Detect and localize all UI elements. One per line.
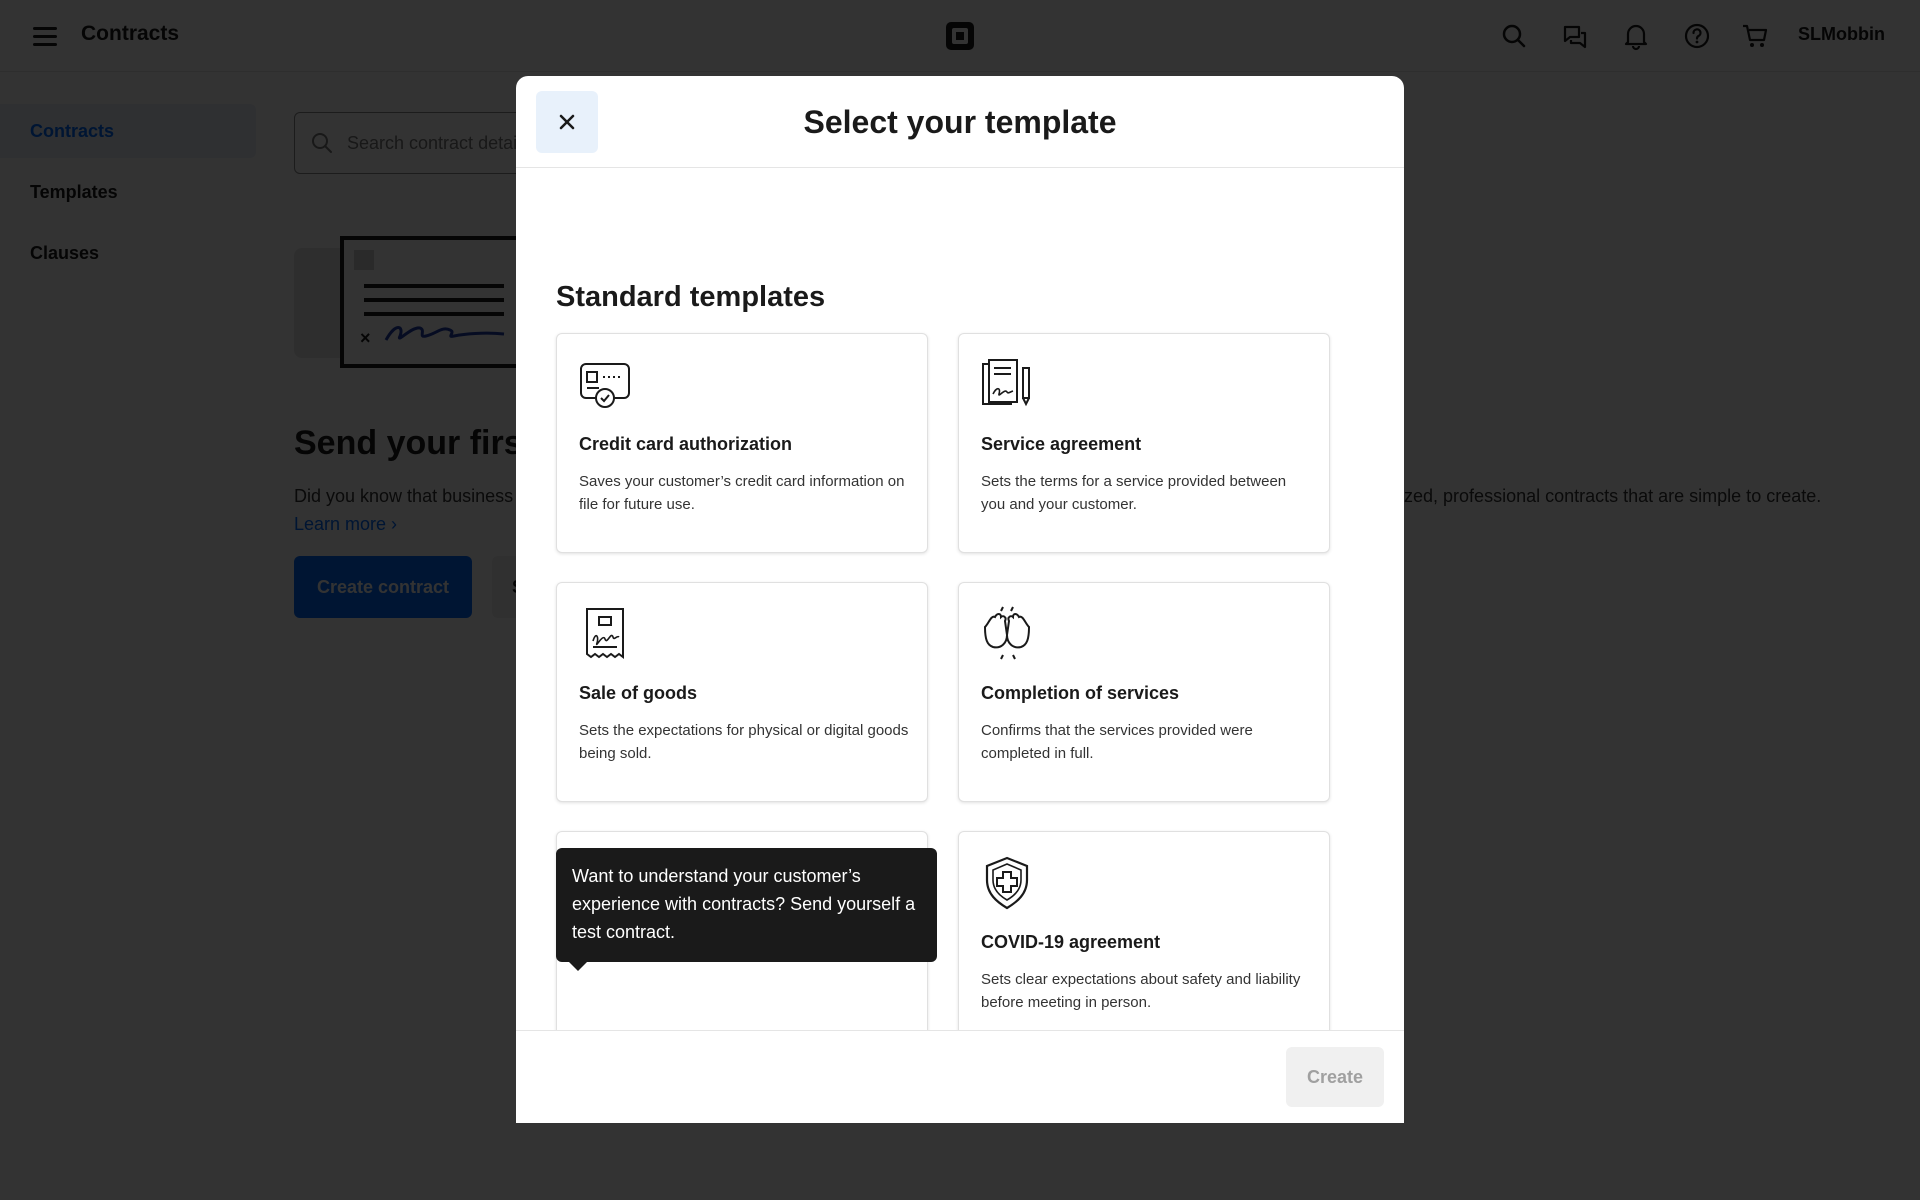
- receipt-signature-icon: [579, 609, 633, 659]
- template-card-description: Saves your customer’s credit card information on file for future use.: [579, 473, 905, 513]
- modal-header: [516, 76, 1404, 168]
- template-card-credit-card-authorization[interactable]: [556, 333, 928, 553]
- shield-cross-icon: [981, 858, 1035, 908]
- template-card-covid-19-agreement[interactable]: [958, 831, 1330, 1051]
- credit-card-check-icon: [579, 360, 633, 410]
- template-card-title: COVID-19 agreement: [981, 932, 1161, 952]
- high-five-hands-icon: [981, 609, 1035, 659]
- template-card-sale-of-goods[interactable]: [556, 582, 928, 802]
- signed-document-pen-icon: [981, 360, 1035, 410]
- tooltip-arrow: [568, 961, 588, 971]
- template-card-title: Completion of services: [981, 683, 1180, 703]
- template-card-description: Confirms that the services provided were completed in full.: [981, 722, 1253, 762]
- template-card-service-agreement[interactable]: [958, 333, 1330, 553]
- template-card-description: Sets clear expectations about safety and liability before meeting in person.: [981, 971, 1301, 1011]
- section-title-standard-templates: Standard templates: [556, 281, 826, 313]
- template-card-description: Sets the terms for a service provided between you and your customer.: [981, 473, 1287, 513]
- select-template-modal: [516, 76, 1404, 1123]
- template-card-title: Service agreement: [981, 434, 1142, 454]
- modal-title: Select your template: [803, 104, 1117, 140]
- template-card-title: Credit card authorization: [579, 434, 793, 454]
- template-card-description: Sets the expectations for physical or digital goods being sold.: [579, 722, 909, 762]
- modal-footer: [516, 1030, 1404, 1123]
- template-card-title: Sale of goods: [579, 683, 698, 703]
- create-button[interactable]: Create: [1286, 1047, 1384, 1107]
- test-contract-tooltip: Want to understand your customer’s experience with contracts? Send yourself a test contract.: [556, 848, 937, 962]
- template-card-completion-of-services[interactable]: [958, 582, 1330, 802]
